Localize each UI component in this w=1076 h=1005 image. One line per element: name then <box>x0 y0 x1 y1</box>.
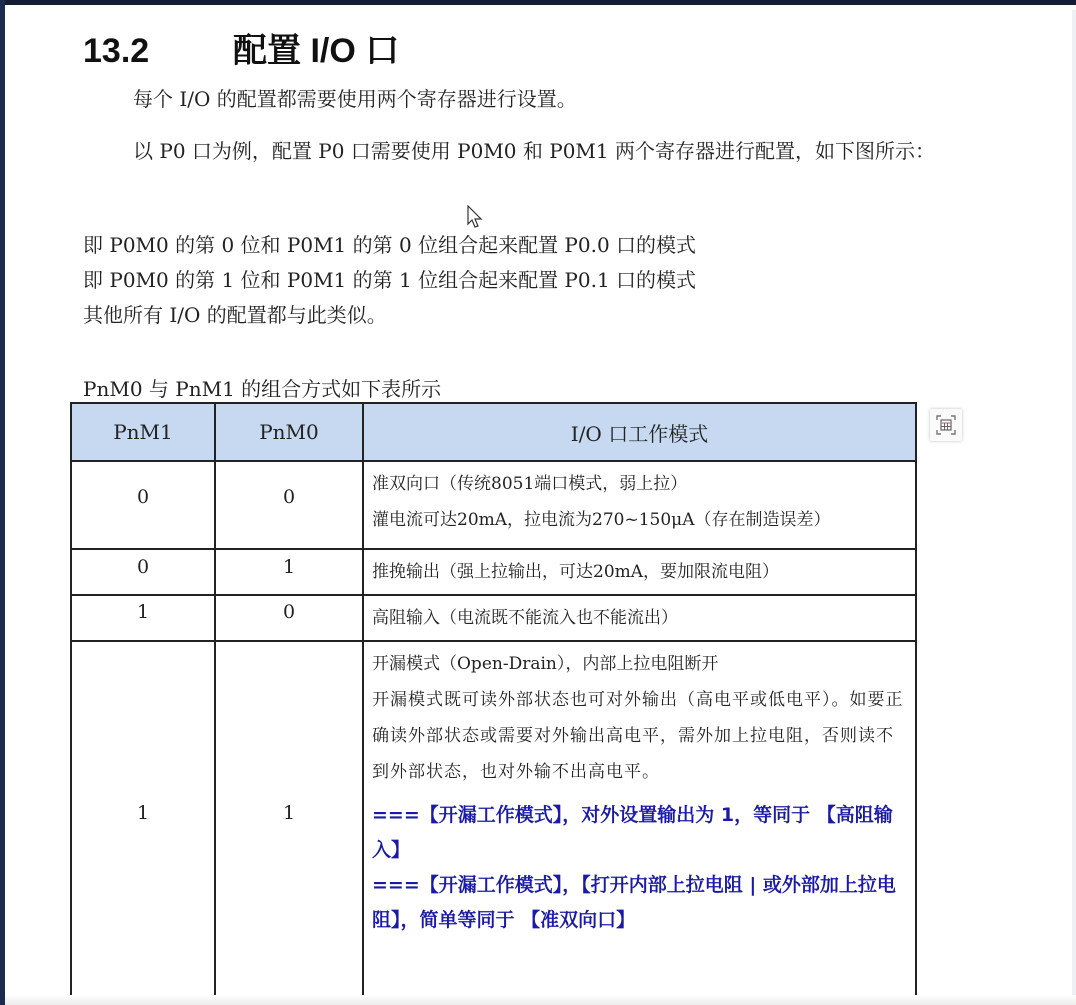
header-mode: I/O 口工作模式 <box>363 403 916 461</box>
cell-pnm1: 0 <box>71 549 215 595</box>
page-right-edge <box>1072 10 1076 1005</box>
table-row <box>71 461 916 549</box>
paragraph: 即 P0M0 的第 1 位和 P0M1 的第 1 位组合起来配置 P0.1 口的模式 <box>83 268 697 292</box>
mode-line: 开漏模式既可读外部状态也可对外输出（高电平或低电平）。如要正确读外部状态或需要对外输出高电平，需外加上拉电阻，否则读不到外部状态，也对外输不出高电平。 <box>372 690 904 782</box>
table-header-row <box>71 403 916 461</box>
section-number: 13.2 <box>83 32 150 70</box>
mouse-cursor-icon <box>467 205 483 233</box>
mode-line: 准双向口（传统8051端口模式，弱上拉） <box>372 474 688 494</box>
cell-pnm0: 0 <box>215 461 363 549</box>
page-bottom-edge <box>5 995 1076 1005</box>
table-caption: PnM0 与 PnM1 的组合方式如下表所示 <box>83 377 442 401</box>
section-heading <box>83 23 399 72</box>
table-expand-icon[interactable] <box>930 409 962 441</box>
table-row <box>71 549 916 595</box>
cell-mode <box>363 461 916 549</box>
cell-pnm0: 1 <box>215 549 363 595</box>
cell-pnm1: 1 <box>71 595 215 641</box>
mode-line: 开漏模式（Open-Drain），内部上拉电阻断开 <box>372 654 719 674</box>
cell-mode <box>363 641 916 1005</box>
note-line: ===【开漏工作模式】，对外设置输出为 1，等同于 【高阻输入】 <box>372 804 893 861</box>
cell-pnm1: 0 <box>71 461 215 549</box>
paragraph: 即 P0M0 的第 0 位和 P0M1 的第 0 位组合起来配置 P0.0 口的模式 <box>83 233 697 257</box>
section-title: 配置 I/O 口 <box>233 32 400 70</box>
cell-pnm0: 0 <box>215 595 363 641</box>
table-row <box>71 595 916 641</box>
mode-line: 推挽输出（强上拉输出，可达20mA，要加限流电阻） <box>372 562 780 582</box>
mode-line: 高阻输入（电流既不能流入也不能流出） <box>372 608 678 628</box>
mode-line: 灌电流可达20mA，拉电流为270~150μA（存在制造误差） <box>372 510 831 530</box>
header-pnm0: PnM0 <box>215 403 363 461</box>
cell-mode <box>363 549 916 595</box>
document-page <box>5 5 1076 1005</box>
header-pnm1: PnM1 <box>71 403 215 461</box>
table-row <box>71 641 916 1005</box>
io-mode-table <box>70 402 917 1005</box>
note-line: ===【开漏工作模式】，【打开内部上拉电阻 | 或外部加上拉电阻】，简单等同于 【准双向口】 <box>372 874 896 931</box>
paragraph: 每个 I/O 的配置都需要使用两个寄存器进行设置。 <box>133 87 577 111</box>
paragraph: 其他所有 I/O 的配置都与此类似。 <box>83 303 387 327</box>
cell-mode <box>363 595 916 641</box>
paragraph: 以 P0 口为例，配置 P0 口需要使用 P0M0 和 P0M1 两个寄存器进行配置，如下图所示： <box>133 139 935 163</box>
cell-pnm1: 1 <box>71 641 215 1005</box>
cell-pnm0: 1 <box>215 641 363 1005</box>
